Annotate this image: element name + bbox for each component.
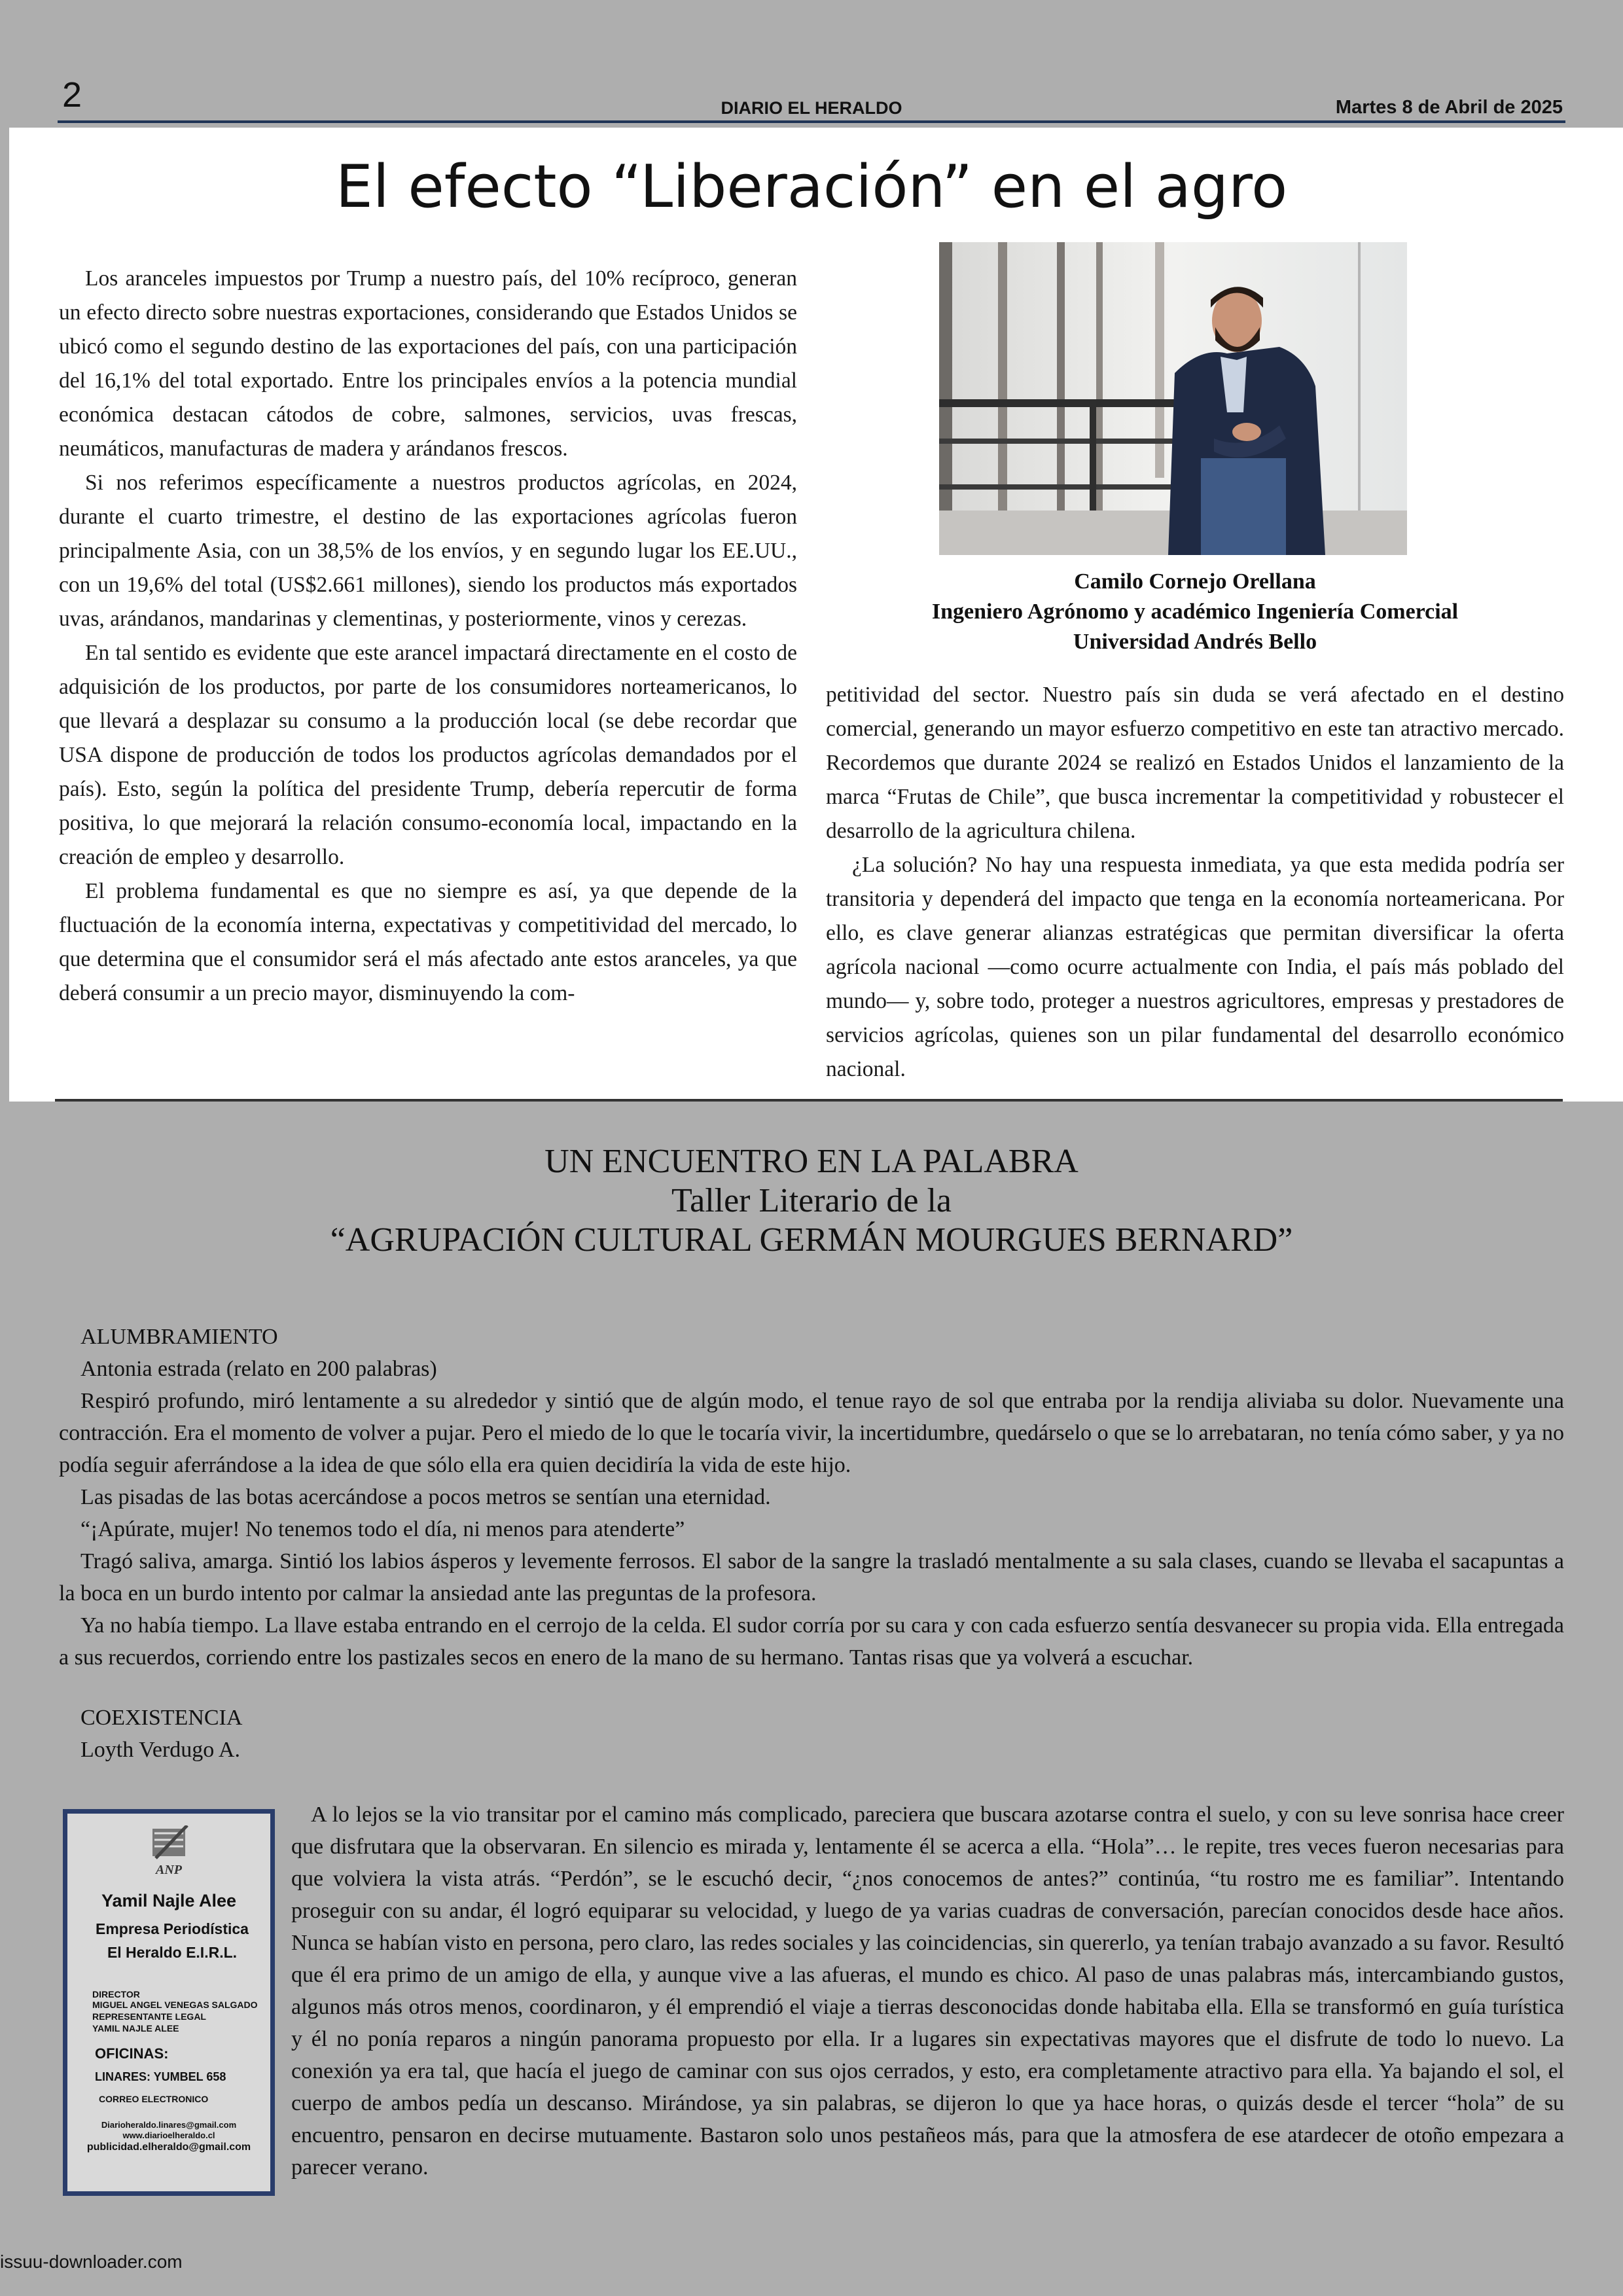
masthead-director-label: DIRECTOR [92,1989,140,2000]
article-paragraph: El problema fundamental es que no siempre es así, ya que depende de la fluctuación de la economía interna, expectativas y competitividad del mercado, lo que determina que el consumidor será el más afectado ante estos aranceles, ya que deberá consumir a un precio mayor, disminuyendo la com- [59,879,797,1005]
story-byline: Loyth Verdugo A. [80,1738,240,1762]
masthead-contact [67,2120,270,2153]
story-paragraph: “¡Apúrate, mujer! No tenemos todo el día, ni menos para atenderte” [80,1517,685,1541]
section-divider [55,1099,1563,1102]
masthead-owner: Yamil Najle Alee [101,1891,237,1910]
story-paragraph: Respiró profundo, miró lentamente a su alrededor y sintió que de algún modo, el tenue rayo de sol que entraba por la rendija aliviaba su dolor. Nuevamente una contracción. Era el momento de volver a pujar. Pero el miedo de lo que le tocaría vivir, la incertidumbre, quedárselo o que se lo arrebataran, no tenía cómo saber, y ya no podía seguir aferrándose a la idea de que sólo ella era quien decidiría la vida de este hijo. [59,1389,1564,1477]
author-photo [939,242,1407,555]
article-paragraph: Si nos referimos específicamente a nuestros productos agrícolas, en 2024, durante el cuarto trimestre, el destino de las exportaciones agrícolas fueron principalmente Asia, con un 38,5% de los envíos, y en segundo lugar los EE.UU., con un 19,6% del total (US$2.661 millones), siendo los productos más exportados uvas, arándanos, mandarinas y clementinas, y posteriormente, vinos y cerezas. [59,471,797,631]
masthead-email[interactable]: Diarioheraldo.linares@gmail.com [101,2120,237,2130]
story-paragraph: Tragó saliva, amarga. Sintió los labios ásperos y levemente ferrosos. El sabor de la sangre la trasladó mentalmente a su sala clases, cuando se llevaba el sacapuntas a la boca en un burdo intento por calmar la ansiedad ante las preguntas de la profesora. [59,1549,1564,1605]
article-paragraph: Los aranceles impuestos por Trump a nuestro país, del 10% recíproco, generan un efecto directo sobre nuestras exportaciones, considerando que Estados Unidos se ubicó como el segundo destino de las exportaciones del país, con una participación del 16,1% del total exportado. Entre los principales envíos a la potencia mundial económica destacan cátodos de cobre, salmones, servicios, uvas frescas, neumáticos, manufacturas de madera y arándanos frescos. [59,266,797,461]
literary-title-line: “AGRUPACIÓN CULTURAL GERMÁN MOURGUES BERNARD” [330,1221,1293,1259]
masthead-website[interactable]: www.diarioelheraldo.cl [122,2130,215,2140]
story-byline: Antonia estrada (relato en 200 palabras) [80,1357,437,1381]
masthead-offices-label: OFICINAS: [95,2045,169,2062]
story-paragraph: A lo lejos se la vio transitar por el camino más complicado, pareciera que buscara azotarse contra el suelo, y con su leve sonrisa hace creer que disfrutara que la observaran. En silencio es mirada y, lentamente él se acerca a ella. “Hola”… le repite, tres veces fueron necesarias para que volviera la vista atrás. “Perdón”, se le escuchó decir, “¿nos conocemos de antes?” continúa, “tu rostro me es familiar”. Intentando proseguir con su andar, él logró equiparar su velocidad, y luego de ya varias cuadras de conversación, parecían conocidos desde hace años. Nunca se habían visto en persona, pero claro, las redes sociales y las coincidencias, sin quererlo, ya tenían trabajo avanzado a su favor. Resultó que él era primo de un amigo de ella, y aunque vive a las afueras, el mundo es chico. Al paso de unas palabras más, intercambiando gustos, algunos más otros menos, coordinaron, y él emprendió el viaje a tierras desconocidas donde habitaba ella. Ella se transformó en guía turística y él no ponía reparos a ningún panorama propuesto por ella. Ir a lugares sin expectativas mayores que el disfrute de todo lo nuevo. La conexión ya era tal, que hacía el juego de caminar con sus ojos cerrados, y esto, era completamente atractivo para ella. Ya bajando el sol, el cuerpo de ambos pedía un descanso. Mirándose, ya sin palabras, se dijeron lo que ya hace horas, o quizás desde el tercer “hola” de su encuentro, pensaron en decirse mutuamente. Bastaron solo unos pestañeos más, para que la atmosfera de ese atardecer de otoño empezara a parecer verano. [291,1803,1564,2179]
watermark-text: issuu-downloader.com [0,2251,183,2272]
story-alumbramiento [59,1321,1564,1674]
masthead-company [67,1917,277,1964]
newspaper-name: DIARIO EL HERALDO [721,98,902,118]
author-caption [826,567,1564,657]
masthead-company-line: El Heraldo E.I.R.L. [107,1944,238,1961]
story-coexistencia-header [59,1702,582,1766]
story-title: ALUMBRAMIENTO [80,1325,278,1349]
literary-section-title [0,1142,1623,1260]
story-paragraph: Las pisadas de las botas acercándose a pocos metros se sentían una eternidad. [80,1485,771,1509]
article-column-left [59,262,797,1011]
masthead-email[interactable]: publicidad.elheraldo@gmail.com [86,2142,251,2153]
masthead-legal-rep-label: REPRESENTANTE LEGAL [92,2011,206,2022]
article-column-right [826,678,1564,1086]
article-paragraph: En tal sentido es evidente que este arancel impactará directamente en el costo de adquisición de los productos, por parte de los consumidores norteamericanos, lo que llevará a desplazar su consumo a la producción local (se debe recordar que USA dispone de producción de todos los productos agrícolas demandados por el país). Esto, según la política del presidente Trump, debería repercutir de forma positiva, lo que mejorará la relación consumo-economía local, impactando en la creación de empleo y desarrollo. [59,641,797,869]
masthead-email-label: CORREO ELECTRONICO [99,2094,209,2104]
masthead-box [63,1809,275,2196]
masthead-offices-address: LINARES: YUMBEL 658 [95,2070,226,2083]
header-rule [58,120,1565,123]
article-headline: El efecto “Liberación” en el agro [335,152,1288,221]
author-name: Camilo Cornejo Orellana [1074,569,1316,594]
literary-title-line: UN ENCUENTRO EN LA PALABRA [544,1143,1079,1180]
story-paragraph: Ya no había tiempo. La llave estaba entrando en el cerrojo de la celda. El sudor corría por su cara y con cada esfuerzo sentía desvanecer su propia vida. Ella entregada a sus recuerdos, corriendo entre los pastizales secos en enero de la mano de su hermano. Tantas risas que ya volverá a escuchar. [59,1613,1564,1670]
story-coexistencia-body [59,1799,1564,2191]
masthead-director-name: MIGUEL ANGEL VENEGAS SALGADO [92,2000,258,2010]
masthead-legal-rep-name: YAMIL NAJLE ALEE [92,2023,179,2034]
author-photo-illustration [939,242,1407,555]
anp-logo-text: ANP [156,1863,182,1877]
page-number: 2 [62,75,82,115]
author-role: Ingeniero Agrónomo y académico Ingeniería Comercial [931,600,1459,624]
literary-title-line: Taller Literario de la [671,1182,952,1219]
author-institution: Universidad Andrés Bello [1073,630,1317,654]
anp-logo-icon [136,1825,202,1878]
publication-date: Martes 8 de Abril de 2025 [1335,97,1563,118]
story-title: COEXISTENCIA [80,1706,243,1730]
masthead-company-line: Empresa Periodística [96,1920,249,1937]
article-paragraph: petitividad del sector. Nuestro país sin duda se verá afectado en el destino comercial, generando un mayor esfuerzo competitivo en este tan atractivo mercado. Recordemos que durante 2024 se realizó en Estados Unidos el lanzamiento de la marca “Frutas de Chile”, que busca incrementar la competitividad y robustecer el desarrollo de la agricultura chilena. [826,683,1564,843]
article-paragraph: ¿La solución? No hay una respuesta inmediata, ya que esta medida podría ser transitoria y dependerá del impacto que tenga en la economía norteamericana. Por ello, es clave generar alianzas estratégicas que permitan diversificar la oferta agrícola nacional —como ocurre actualmente con India, el país más poblado del mundo— y, sobre todo, proteger a nuestros agricultores, empresas y prestadores de servicios agrícolas, quienes son un pilar fundamental del desarrollo económico nacional. [826,853,1564,1081]
